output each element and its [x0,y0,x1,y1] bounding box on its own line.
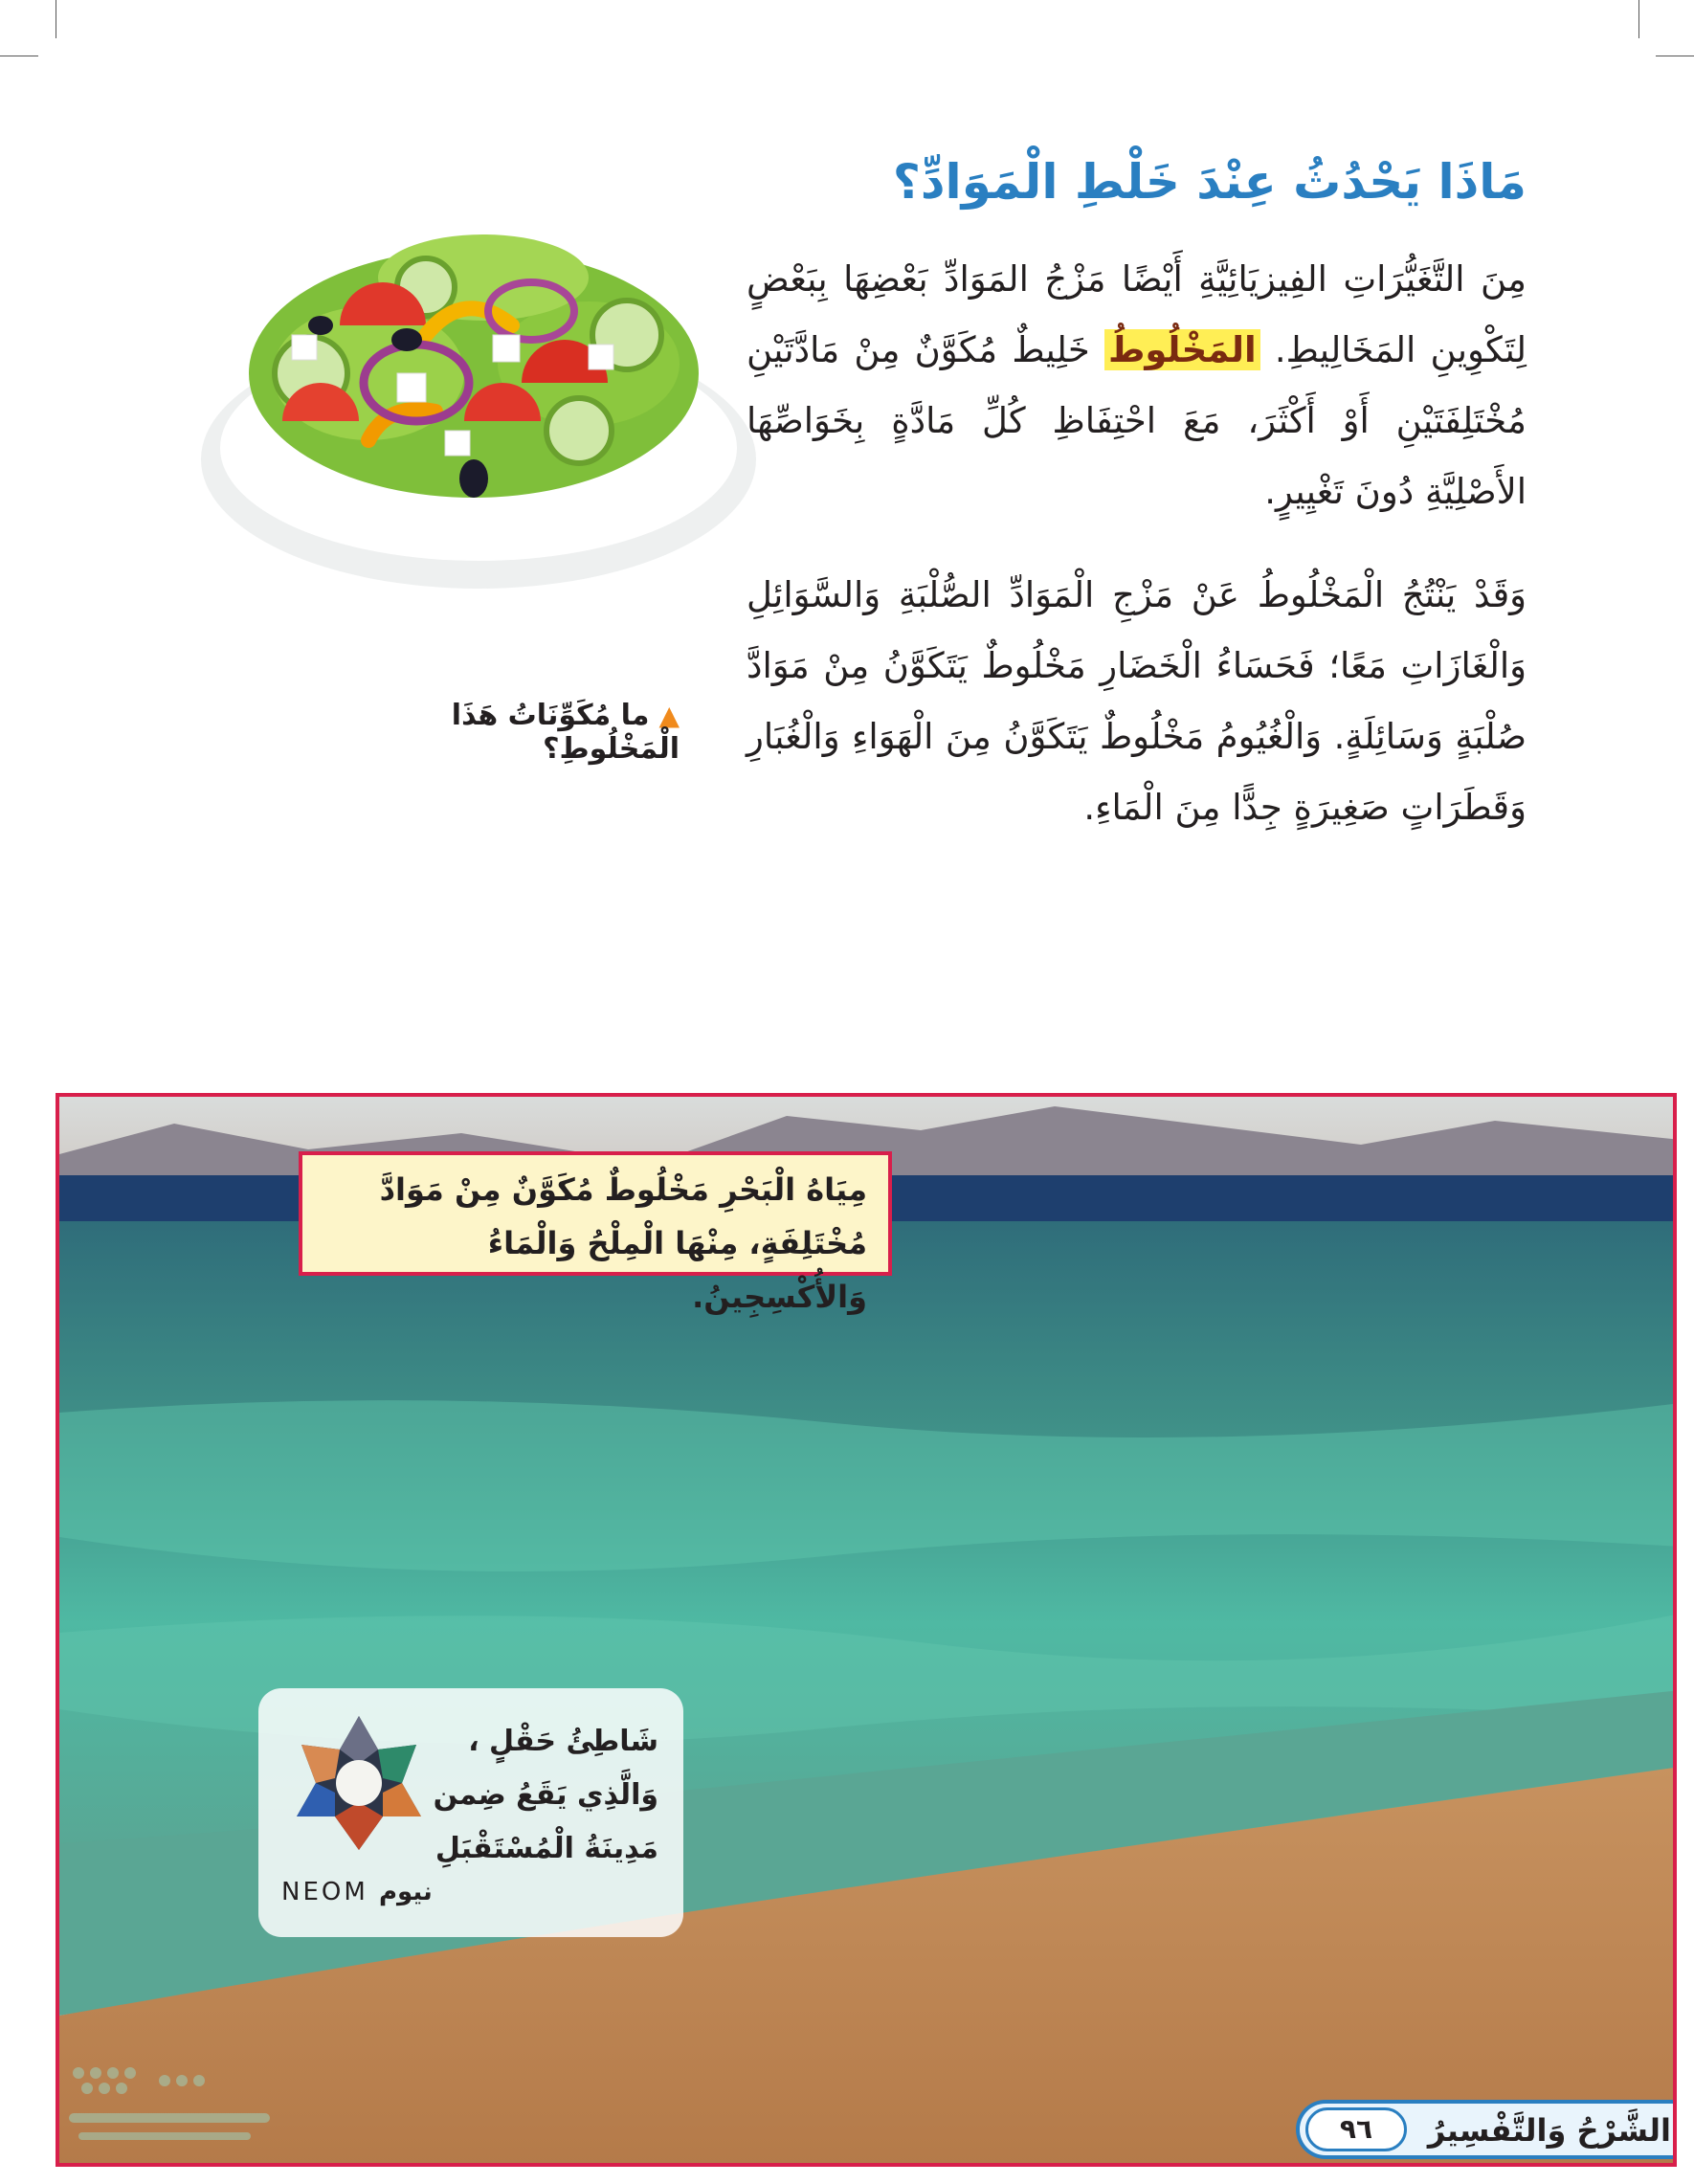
neom-name-arabic: نيوم [379,1878,433,1906]
image-caption [316,699,680,766]
sea-photo-frame [56,1093,1677,2167]
page-number: ٩٦ [1305,2107,1407,2151]
highlighted-term: المَخْلُوطُ [1104,329,1260,370]
ministry-logo-watermark [56,2054,289,2159]
sea-caption-box: مِيَاهُ الْبَحْرِ مَخْلُوطٌ مُكَوَّنٌ مِنْ مَوَادَّ مُخْتَلِفَةٍ، مِنْهَا الْمِلْحُ وَالْمَاءُ وَالأُكْسِجِينُ. [299,1151,892,1276]
section-title: الشَّرْحُ وَالتَّفْسِيرُ [1427,2112,1671,2149]
neom-line: شَاطِئُ حَقْلٍ ، [468,1725,658,1758]
neom-star-logo [287,1711,431,1855]
caption-text: ما مُكَوِّنَاتُ هَذَا الْمَخْلُوطِ؟ [451,699,680,766]
neom-info-card [258,1688,683,1937]
neom-line: مَدِينَةُ الْمُسْتَقْبَلِ [435,1832,658,1865]
examples-paragraph: وَقَدْ يَنْتُجُ الْمَخْلُوطُ عَنْ مَزْجِ الْمَوَادِّ الصُّلْبَةِ وَالسَّوَائِلِ وَالْغَازَاتِ مَعًا؛ فَحَسَاءُ الْخَضَارِ مَخْلُوطٌ يَتَكَوَّنُ مِنْ مَوَادَّ صُلْبَةٍ وَسَائِلَةٍ. وَالْغُيُومُ مَخْلُوطٌ يَتَكَوَّنُ مِنَ الْهَوَاءِ وَالْغُبَارِ وَقَطَرَاتٍ صَغِيرَةٍ جِدًّا مِنَ الْمَاءِ. [747,574,1527,828]
definition-paragraph [747,244,1527,527]
page-footer-tab [1296,2100,1677,2159]
salad-image [177,220,780,593]
paragraph-text: مِنَ التَّغَيُّرَاتِ الفِيزيَائِيَّةِ أَيْضًا مَزْجُ المَوَادِّ بَعْضِهَا بِبَعْضٍ لِتَكْوِينِ المَخَالِيطِ. [747,258,1527,370]
neom-line: وَالَّذِي يَقَعُ ضِمن [433,1778,658,1812]
neom-name-english: NEOM [281,1878,368,1906]
section-heading: مَاذَا يَحْدُثُ عِنْدَ خَلْطِ الْمَوَادِّ؟ [892,154,1527,210]
neom-description [429,1715,658,1876]
crop-mark [1638,0,1639,38]
triangle-icon: ▲ [658,700,680,731]
paragraph-text: خَلِيطٌ مُكَوَّنٌ مِنْ مَادَّتَيْنِ مُخْتَلِفَتَيْنِ أَوْ أَكْثَرَ، مَعَ احْتِفَاظِ كُلِّ مَادَّةٍ بِخَوَاصِّهَا الأَصْلِيَّةِ دُونَ تَغْيِيرٍ. [747,329,1527,512]
